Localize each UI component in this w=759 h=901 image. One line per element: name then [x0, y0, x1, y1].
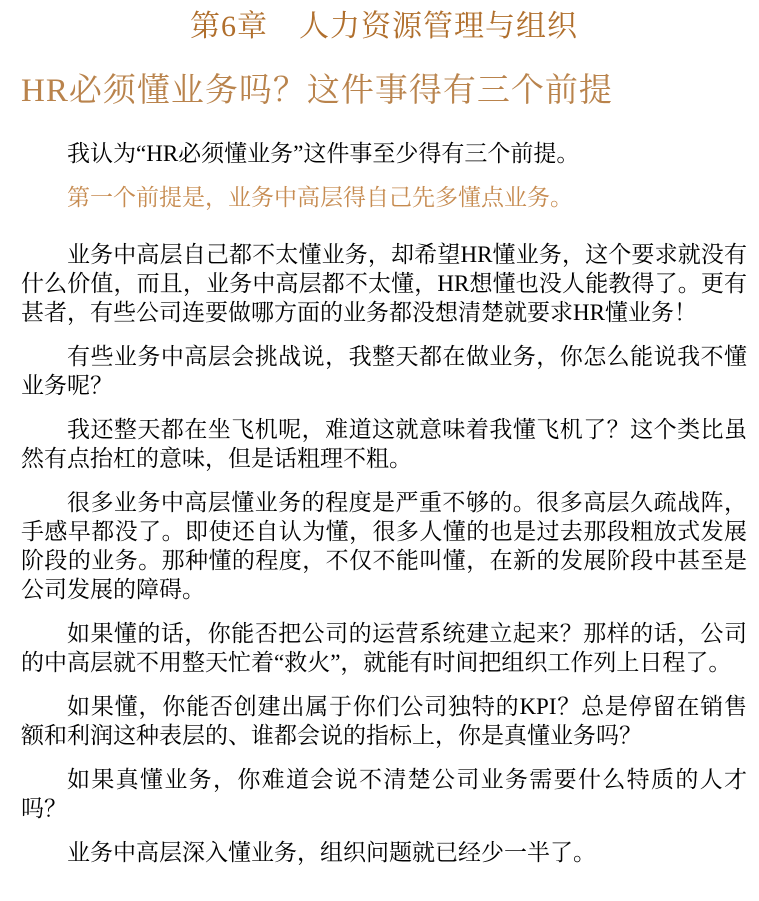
paragraph: 我还整天都在坐飞机呢，难道这就意味着我懂飞机了？这个类比虽然有点抬杠的意味，但是话粗理不粗。	[21, 417, 747, 471]
paragraph: 业务中高层自己都不太懂业务，却希望HR懂业务，这个要求就没有什么价值，而且，业务中高层都不太懂，HR想懂也没人能教得了。更有甚者，有些公司连要做哪方面的业务都没想清楚就要求HR懂业务！	[21, 242, 747, 325]
paragraph: 有些业务中高层会挑战说，我整天都在做业务，你怎么能说我不懂业务呢？	[21, 344, 747, 398]
section-title: HR必须懂业务吗？这件事得有三个前提	[21, 73, 613, 109]
paragraph-lead-first-premise: 第一个前提是，业务中高层得自己先多懂点业务。	[67, 185, 573, 210]
paragraph: 如果真懂业务，你难道会说不清楚公司业务需要什么特质的人才吗？	[21, 767, 747, 821]
paragraph: 很多业务中高层懂业务的程度是严重不够的。很多高层久疏战阵，手感早都没了。即使还自认为懂，很多人懂的也是过去那段粗放式发展阶段的业务。那种懂的程度，不仅不能叫懂，在新的发展阶段中甚至是公司发展的障碍。	[21, 490, 747, 602]
paragraph-intro: 我认为“HR必须懂业务”这件事至少得有三个前提。	[67, 141, 580, 166]
paragraph: 如果懂，你能否创建出属于你们公司独特的KPI？总是停留在销售额和利润这种表层的、谁都会说的指标上，你是真懂业务吗？	[21, 694, 747, 748]
paragraph: 如果懂的话，你能否把公司的运营系统建立起来？那样的话，公司的中高层就不用整天忙着“救火”，就能有时间把组织工作列上日程了。	[21, 621, 747, 675]
paragraph-conclusion: 业务中高层深入懂业务，组织问题就已经少一半了。	[67, 840, 596, 865]
chapter-title: 第6章 人力资源管理与组织	[190, 10, 578, 43]
